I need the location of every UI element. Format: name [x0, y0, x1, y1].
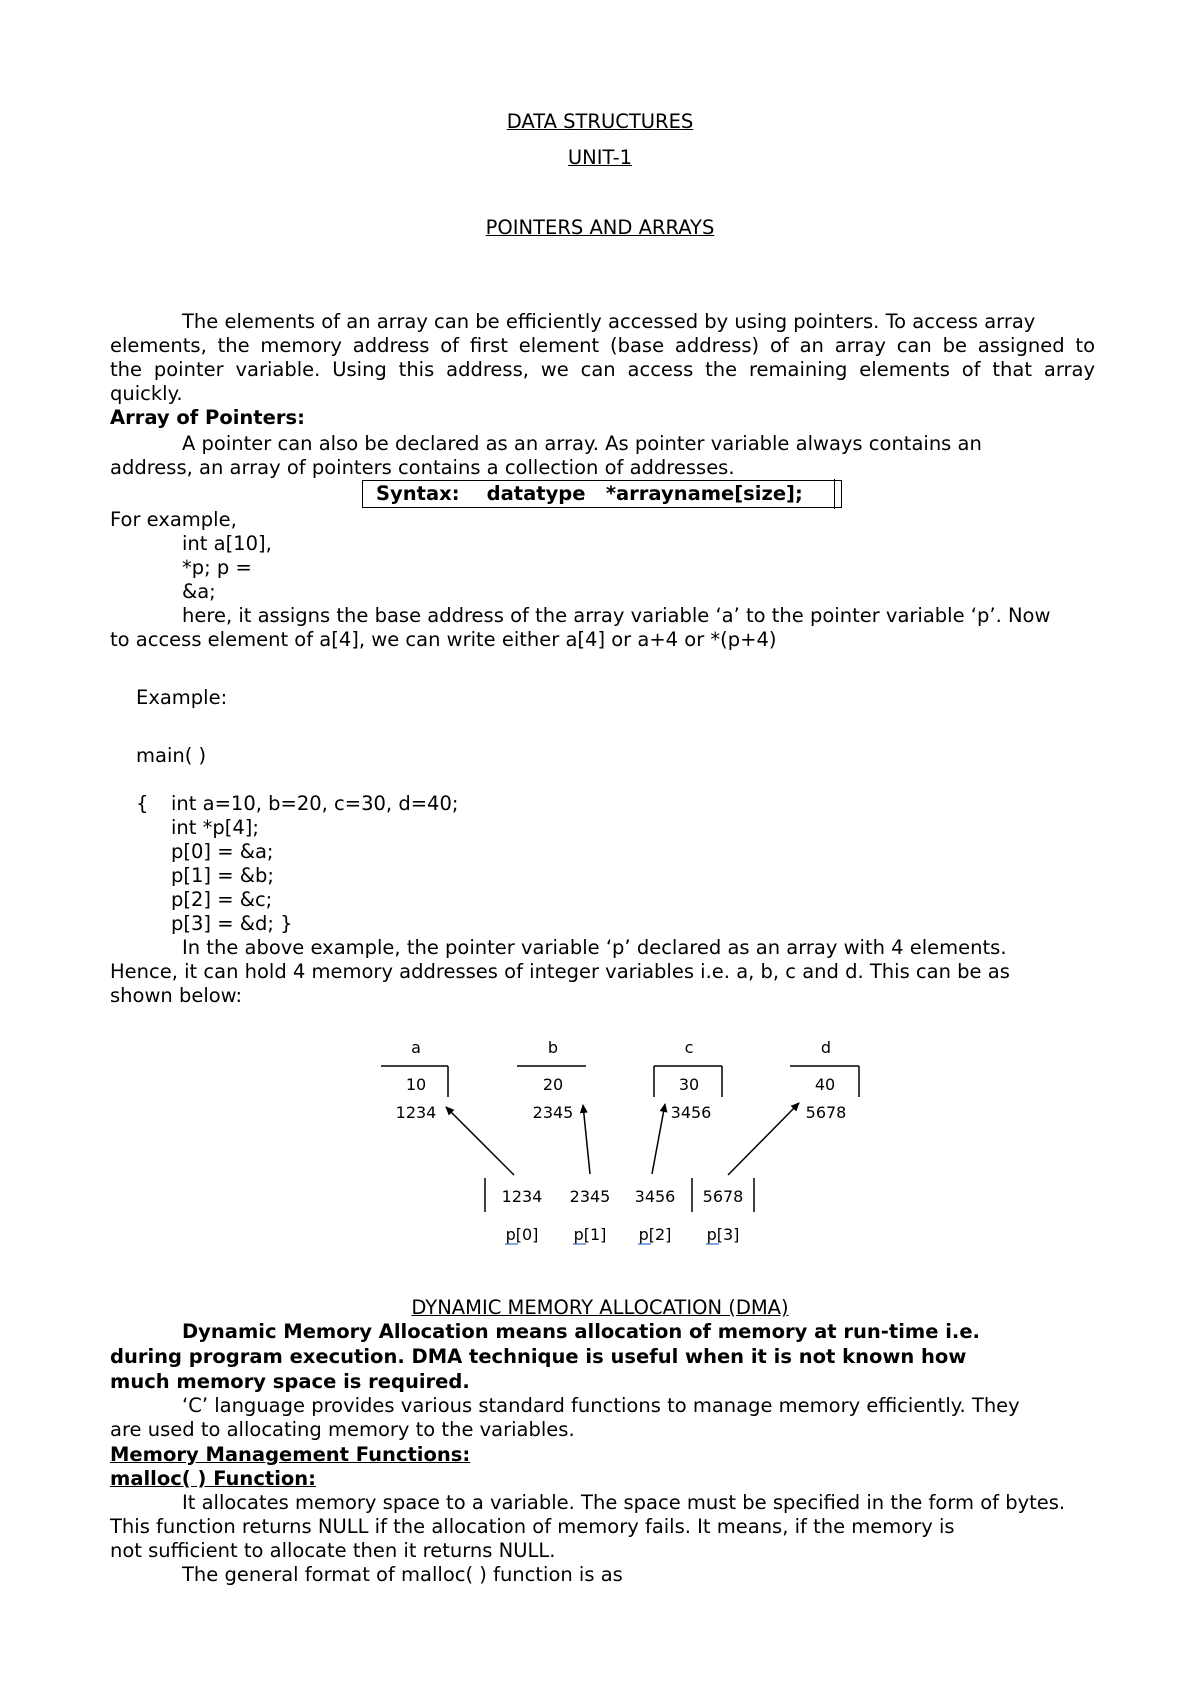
pointer-cell-0: 1234	[501, 1187, 543, 1206]
example-code-4: p[1] = &b;	[171, 864, 274, 887]
aop-line-1: A pointer can also be declared as an array. As pointer variable always contains an	[182, 432, 982, 455]
intro-line-1: The elements of an array can be efficiently accessed by using pointers. To access array	[182, 310, 1036, 333]
var-a-name: a	[411, 1038, 421, 1057]
example-explain-2: Hence, it can hold 4 memory addresses of integer variables i.e. a, b, c and d. This can be as	[110, 960, 1010, 983]
malloc-heading: malloc( ) Function:	[110, 1467, 316, 1490]
document-title: DATA STRUCTURES	[506, 110, 694, 133]
pointer-label-3: p[3]	[706, 1225, 740, 1244]
pointer-label-2: p[2]	[638, 1225, 672, 1244]
arrow-p1-to-b	[583, 1105, 590, 1174]
dma-bold-line-3: much memory space is required.	[110, 1370, 470, 1393]
example-explain-1: In the above example, the pointer variable ‘p’ declared as an array with 4 elements.	[182, 936, 1007, 959]
var-b-address: 2345	[532, 1103, 574, 1122]
dma-para-line-1: ‘C’ language provides various standard functions to manage memory efficiently. They	[182, 1394, 1020, 1417]
var-c-name: c	[684, 1038, 694, 1057]
var-c-value: 30	[678, 1075, 700, 1094]
example-code-6: p[3] = &d; }	[171, 912, 293, 935]
dma-bold-line-2: during program execution. DMA technique is useful when it is not known how	[110, 1345, 967, 1368]
code-line-3: &a;	[182, 580, 216, 603]
malloc-line-4: The general format of malloc( ) function is as	[182, 1563, 623, 1586]
var-c-address: 3456	[670, 1103, 712, 1122]
code-line-1: int a[10],	[182, 532, 272, 555]
pointer-label-0: p[0]	[505, 1225, 539, 1244]
pointer-label-1: p[1]	[573, 1225, 607, 1244]
malloc-line-2: This function returns NULL if the allocation of memory fails. It means, if the memory is	[110, 1515, 955, 1538]
main-function: main( )	[136, 744, 207, 767]
intro-line-3: the pointer variable. Using this address, we can access the remaining elements of that array	[110, 358, 1095, 381]
unit-label: UNIT-1	[567, 146, 633, 169]
var-b-name: b	[547, 1038, 559, 1057]
var-d-name: d	[820, 1038, 832, 1057]
var-d-address: 5678	[805, 1103, 847, 1122]
malloc-line-3: not sufficient to allocate then it returns NULL.	[110, 1539, 556, 1562]
aop-line-2: address, an array of pointers contains a collection of addresses.	[110, 456, 735, 479]
example-code-1: int a=10, b=20, c=30, d=40;	[171, 792, 459, 815]
for-example-label: For example,	[110, 508, 237, 531]
example-code-2: int *p[4];	[171, 816, 259, 839]
dma-bold-line-1: Dynamic Memory Allocation means allocation of memory at run-time i.e.	[182, 1320, 980, 1343]
var-b-value: 20	[542, 1075, 564, 1094]
here-line-2: to access element of a[4], we can write either a[4] or a+4 or *(p+4)	[110, 628, 777, 651]
dma-heading: DYNAMIC MEMORY ALLOCATION (DMA)	[411, 1296, 789, 1319]
pointer-cell-2: 3456	[634, 1187, 676, 1206]
intro-line-4: quickly.	[110, 382, 183, 405]
example-explain-3: shown below:	[110, 984, 243, 1007]
intro-line-2: elements, the memory address of first element (base address) of an array can be assigned to	[110, 334, 1095, 357]
here-line-1: here, it assigns the base address of the array variable ‘a’ to the pointer variable ‘p’. Now	[182, 604, 1051, 627]
arrow-p2-to-c	[652, 1104, 665, 1174]
var-d-value: 40	[814, 1075, 836, 1094]
example-code-5: p[2] = &c;	[171, 888, 273, 911]
arrow-p0-to-a	[446, 1107, 514, 1175]
arrow-p3-to-d	[728, 1103, 799, 1175]
syntax-text: Syntax: datatype *arrayname[size];	[376, 482, 803, 505]
code-line-2: *p; p =	[182, 556, 252, 579]
open-brace: {	[136, 792, 149, 815]
array-of-pointers-heading: Array of Pointers:	[110, 406, 305, 429]
var-a-address: 1234	[395, 1103, 437, 1122]
var-a-value: 10	[405, 1075, 427, 1094]
example-code-3: p[0] = &a;	[171, 840, 274, 863]
dma-para-line-2: are used to allocating memory to the variables.	[110, 1418, 575, 1441]
pointer-cell-3: 5678	[702, 1187, 744, 1206]
malloc-line-1: It allocates memory space to a variable. The space must be specified in the form of bytes.	[182, 1491, 1066, 1514]
memory-management-heading: Memory Management Functions:	[110, 1443, 471, 1466]
pointer-cell-1: 2345	[569, 1187, 611, 1206]
section-title: POINTERS AND ARRAYS	[485, 216, 715, 239]
example-label: Example:	[136, 686, 228, 709]
